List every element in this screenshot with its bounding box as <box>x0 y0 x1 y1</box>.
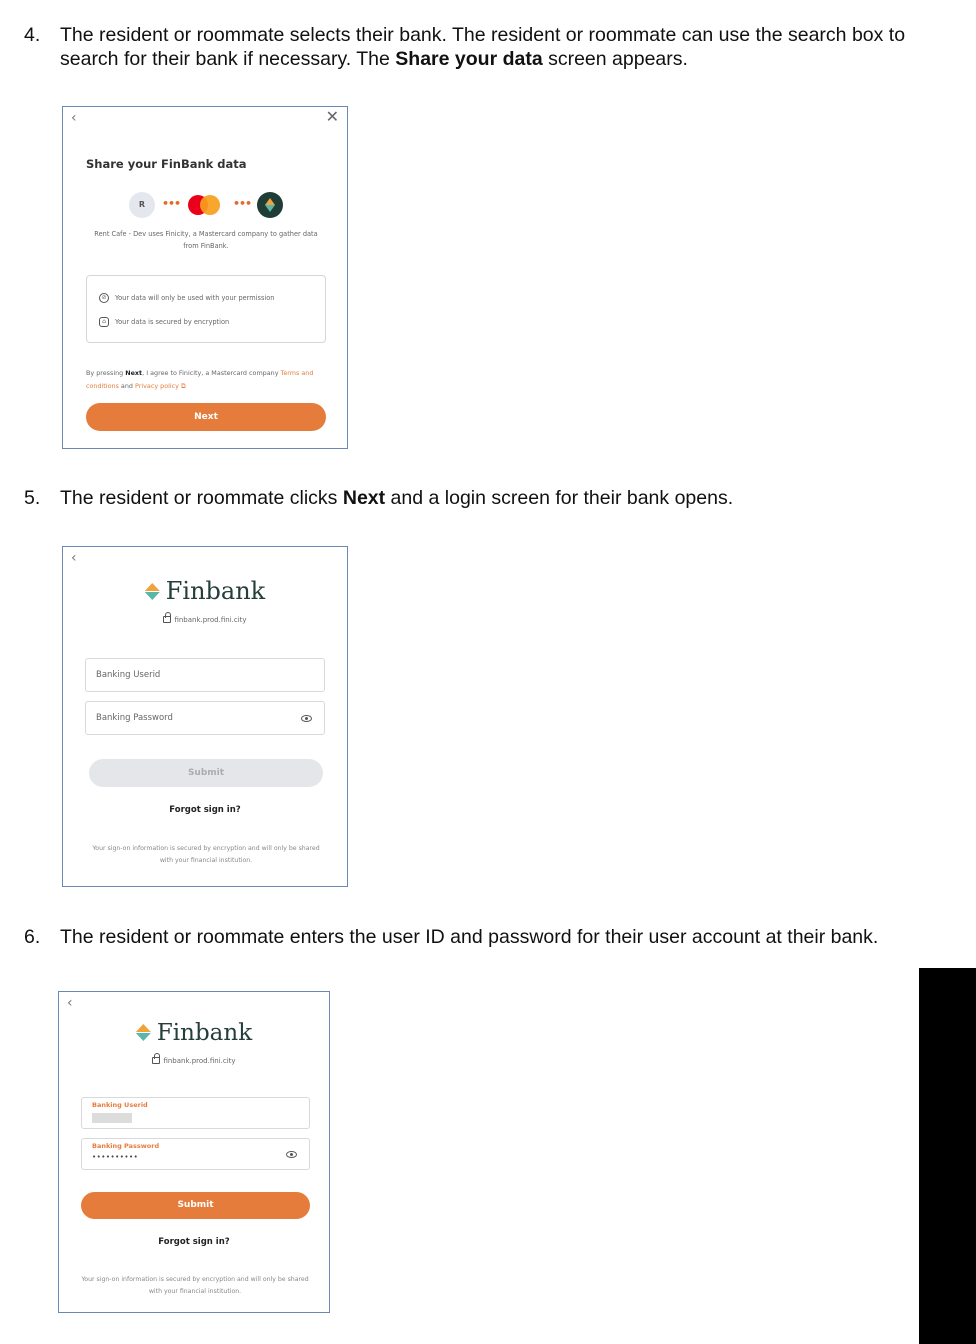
userid-field[interactable] <box>81 1097 310 1129</box>
password-value: •••••••••• <box>92 1153 139 1161</box>
share-title: Share your FinBank data <box>86 157 247 171</box>
userid-placeholder: Banking Userid <box>96 670 161 680</box>
mastercard-logo-overlap <box>200 195 220 215</box>
next-button[interactable]: Next <box>86 403 326 431</box>
share-description: Rent Cafe - Dev uses Finicity, a Mastercard company to gather data from FinBank. <box>94 230 318 250</box>
step-number: 5. <box>24 487 41 509</box>
security-note: Your sign-on information is secured by encryption and will only be shared with your financial institution. <box>81 1276 309 1295</box>
step-number: 4. <box>24 24 41 46</box>
redacted-userid <box>92 1113 132 1123</box>
password-label: Banking Password <box>92 1142 160 1150</box>
step-text: The resident or roommate selects their bank. The resident or roommate can use the search box to search for their bank if necessary. The Share your data screen appears. <box>60 24 906 70</box>
legal-consent-text: By pressing Next, I agree to Finicity, a Mastercard company Terms and conditions and Privacy policy ⧉ <box>86 369 314 390</box>
finbank-logo: Finbank <box>59 1020 329 1046</box>
lock-icon <box>163 616 171 623</box>
submit-button-disabled[interactable]: Submit <box>89 759 323 787</box>
permissions-box <box>86 275 326 343</box>
back-icon[interactable]: ‹ <box>67 995 73 1011</box>
step-text: The resident or roommate enters the user ID and password for their user account at their bank. <box>60 926 879 948</box>
dots-icon: ••• <box>162 197 181 210</box>
share-data-screenshot <box>62 106 348 449</box>
login-screenshot-filled <box>58 991 330 1313</box>
security-note: Your sign-on information is secured by encryption and will only be shared with your financial institution. <box>92 845 320 864</box>
eye-icon[interactable] <box>301 715 312 722</box>
finbank-diamond-icon <box>136 1024 151 1041</box>
eye-icon[interactable] <box>286 1151 297 1158</box>
lock-icon <box>152 1057 160 1064</box>
close-icon[interactable]: ✕ <box>325 107 339 126</box>
submit-button[interactable]: Submit <box>81 1192 310 1219</box>
dots-icon: ••• <box>233 197 252 210</box>
black-side-bar <box>919 968 976 1344</box>
step-number: 6. <box>24 926 41 948</box>
step-text: The resident or roommate clicks Next and a login screen for their bank opens. <box>60 487 734 509</box>
forgot-sign-in-link[interactable]: Forgot sign in? <box>158 1237 230 1247</box>
back-icon[interactable]: ‹ <box>71 110 77 126</box>
password-placeholder: Banking Password <box>96 713 173 723</box>
password-field[interactable] <box>81 1138 310 1170</box>
login-screenshot-empty <box>62 546 348 887</box>
finbank-logo: Finbank <box>63 577 347 605</box>
userid-field[interactable] <box>85 658 325 692</box>
eye-slash-icon: ⊘ <box>99 293 109 303</box>
terms-link[interactable]: Terms and conditions <box>86 369 314 390</box>
secure-domain: finbank.prod.fini.city <box>63 616 347 624</box>
shield-lock-icon: ⌂ <box>99 317 109 327</box>
connection-logos <box>129 192 289 218</box>
finbank-diamond-icon <box>145 583 160 600</box>
permission-item: ⌂ Your data is secured by encryption <box>99 317 229 327</box>
privacy-link[interactable]: Privacy policy <box>134 382 179 390</box>
finbank-logo <box>257 192 283 218</box>
back-icon[interactable]: ‹ <box>71 550 77 566</box>
external-link-icon: ⧉ <box>181 382 186 390</box>
permission-item: ⊘ Your data will only be used with your permission <box>99 293 274 303</box>
forgot-sign-in-link[interactable]: Forgot sign in? <box>169 805 241 815</box>
avatar: R <box>129 192 155 218</box>
password-field[interactable] <box>85 701 325 735</box>
userid-label: Banking Userid <box>92 1101 148 1109</box>
secure-domain: finbank.prod.fini.city <box>59 1057 329 1065</box>
